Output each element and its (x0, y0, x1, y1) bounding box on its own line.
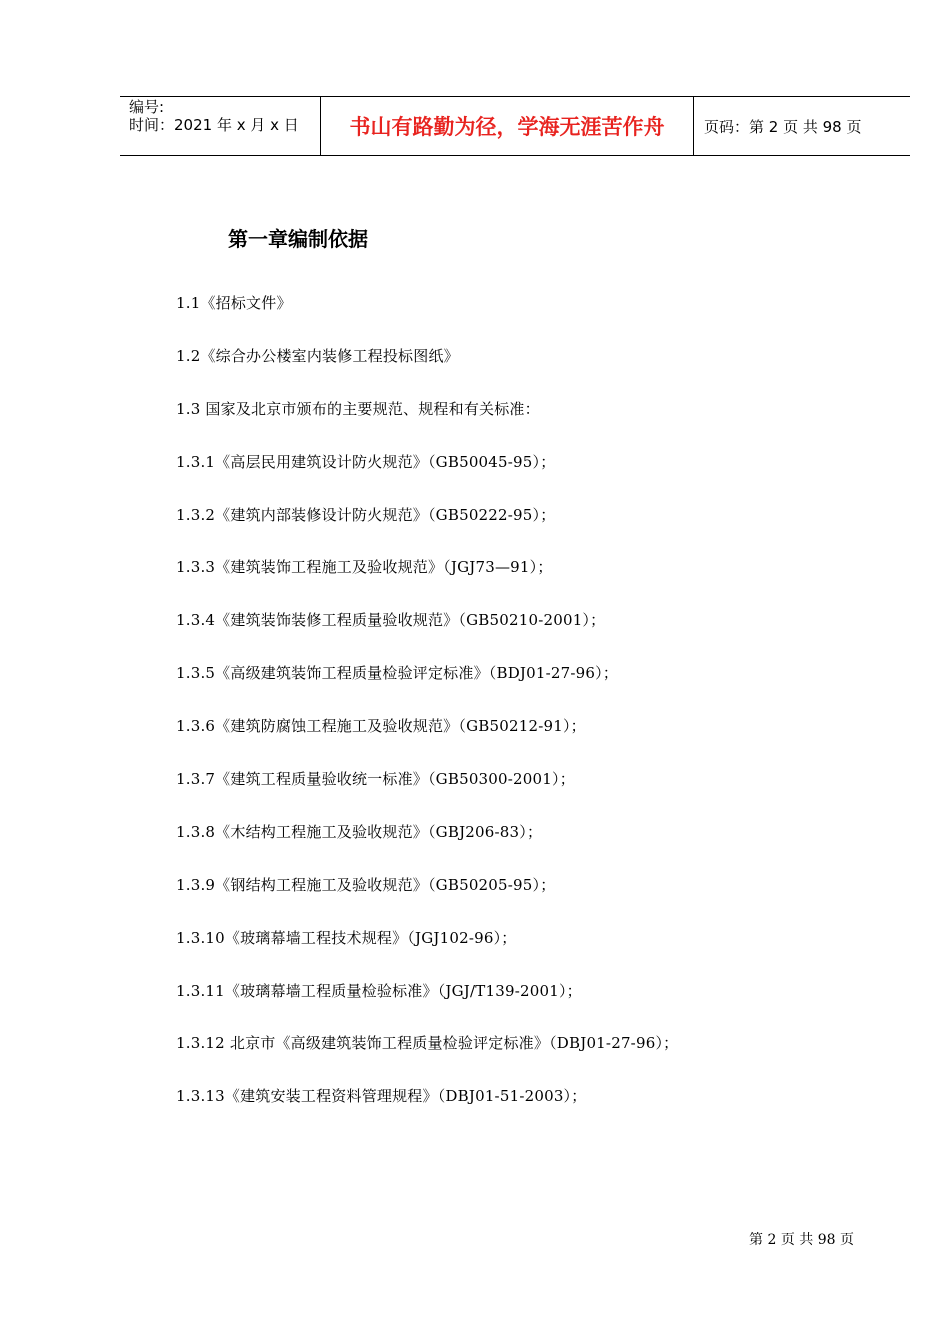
list-item: 1.3.5《高级建筑装饰工程质量检验评定标准》（BDJ01-27-96）； (176, 664, 619, 683)
list-item: 1.3.10《玻璃幕墙工程技术规程》（JGJ102-96）； (176, 928, 517, 947)
list-item: 1.3 国家及北京市颁布的主要规范、规程和有关标准： (176, 399, 540, 418)
reference-list (176, 292, 678, 1138)
footer-page-number: 第 2 页 共 98 页 (749, 1232, 854, 1248)
list-item: 1.3.2《建筑内部装修设计防火规范》（GB50222-95）； (176, 505, 556, 524)
list-item: 1.3.12 北京市《高级建筑装饰工程质量检验评定标准》（DBJ01-27-96）； (176, 1034, 679, 1053)
list-item: 1.3.1《高层民用建筑设计防火规范》（GB50045-95）； (176, 452, 556, 471)
page-header (120, 96, 910, 156)
list-item: 1.3.7《建筑工程质量验收统一标准》（GB50300-2001）； (176, 770, 575, 789)
list-item: 1.3.11《玻璃幕墙工程质量检验标准》（JGJ/T139-2001）； (176, 981, 582, 1000)
header-motto: 书山有路勤为径，学海无涯苦作舟 (349, 115, 665, 139)
list-item: 1.3.3《建筑装饰工程施工及验收规范》（JGJ73—91）； (176, 558, 553, 577)
chapter-title: 第一章编制依据 (228, 227, 368, 251)
list-item: 1.3.8《木结构工程施工及验收规范》（GBJ206-83）； (176, 822, 543, 841)
list-item: 1.3.6《建筑防腐蚀工程施工及验收规范》（GB50212-91）； (176, 717, 586, 736)
list-item: 1.2《综合办公楼室内装修工程投标图纸》 (176, 346, 459, 365)
list-item: 1.1《招标文件》 (176, 294, 292, 312)
header-motto-cell (321, 97, 694, 155)
list-item: 1.3.4《建筑装饰装修工程质量验收规范》（GB50210-2001）； (176, 611, 606, 630)
header-number-label: 编号: (129, 98, 165, 116)
list-item: 1.3.9《钢结构工程施工及验收规范》（GB50205-95）； (176, 875, 556, 894)
header-info-cell (120, 97, 321, 155)
list-item: 1.3.13《建筑安装工程资料管理规程》（DBJ01-51-2003）； (176, 1087, 587, 1106)
header-page-cell (694, 97, 910, 155)
header-time: 时间：2021 年 x 月 x 日 (129, 116, 299, 134)
header-page-number: 页码：第 2 页 共 98 页 (704, 118, 862, 136)
